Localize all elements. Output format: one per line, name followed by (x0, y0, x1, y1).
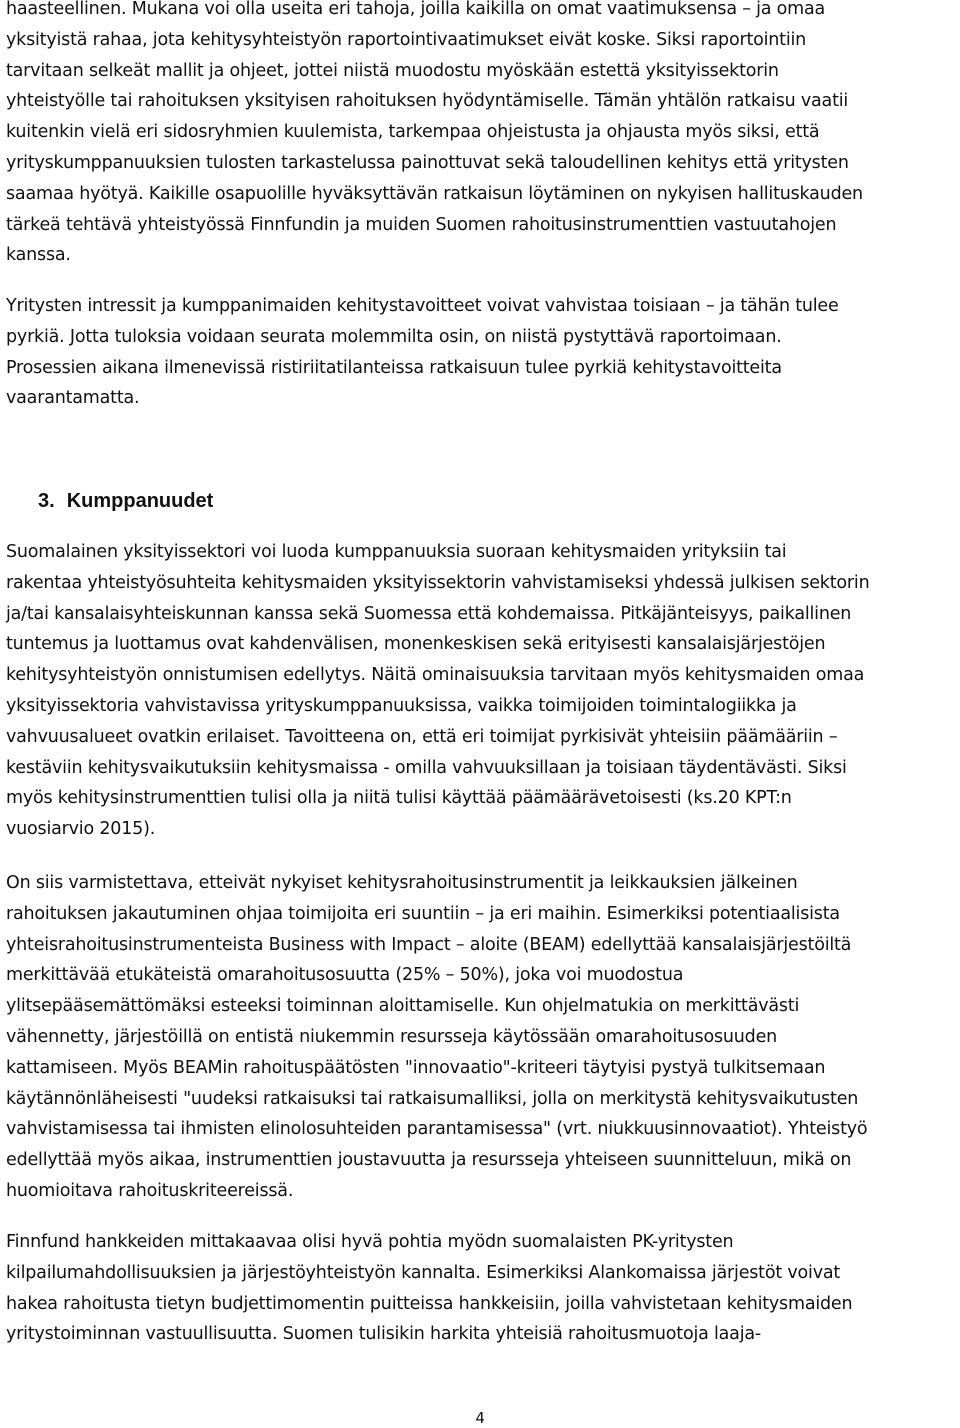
paragraph-funding-instruments: On siis varmistettava, etteivät nykyiset kehitysrahoitusinstrumentit ja leikkauksien jälkeinen rahoituksen jakautuminen ohjaa toimijoita eri suuntiin – ja eri maihin. Esimerkiksi potentiaalisista yhteisrahoitusinstrumenteista Business with Impact – aloite (BEAM) edellyttää kansalaisjärjestöiltä merkittävää etukäteistä omarahoitusosuutta (25% – 50%), joka voi muodostua ylitsepääsemättömäksi esteeksi toiminnan aloittamiselle. Kun ohjelmatukia on merkittävästi vähennetty, järjestöillä on entistä niukemmin resursseja käytössään omarahoitusosuuden kattamiseen. Myös BEAMin rahoituspäätösten "innovaatio"-kriteeri täytyisi pystyä tulkitsemaan käytännönläheisesti "uudeksi ratkaisuksi tai ratkaisumalliksi, jolla on merkitystä kehitysvaikutusten vahvistamisessa tai ihmisten elinolosuhteiden parantamisessa" (vrt. niukkuusinnovaatiot). Yhteistyö edellyttää myös aikaa, instrumenttien joustavuutta ja resursseja yhteiseen suunnitteluun, mikä on huomioitava rahoituskriteereissä. (6, 873, 868, 1201)
section-number: 3. (38, 490, 55, 512)
section-title: Kumppanuudet (66, 490, 214, 512)
page-number: 4 (475, 1409, 485, 1427)
paragraph-company-interests: Yritysten intressit ja kumppanimaiden kehitystavoitteet voivat vahvistaa toisiaan – ja tähän tulee pyrkiä. Jotta tuloksia voidaan seurata molemmilta osin, on niistä pystyttävä raportoimaan. Prosessien aikana ilmenevissä ristiriitatilanteissa ratkaisuun tulee pyrkiä kehitystavoitteita vaarantamatta. (6, 296, 839, 409)
section-heading (38, 490, 213, 513)
paragraph-private-sector-partnerships: Suomalainen yksityissektori voi luoda kumppanuuksia suoraan kehitysmaiden yrityksiin tai rakentaa yhteistyösuhteita kehitysmaiden yksityissektorin vahvistamiseksi yhdessä julkisen sektorin ja/tai kansalaisyhteiskunnan kanssa sekä Suomessa että kohdemaissa. Pitkäjänteisyys, paikallinen tuntemus ja luottamus ovat kahdenvälisen, monenkeskisen sekä erityisesti kansalaisjärjestöjen kehitysyhteistyön onnistumisen edellytys. Näitä ominaisuuksia tarvitaan myös kehitysmaiden omaa yksityissektoria vahvistavissa yrityskumppanuuksissa, vaikka toimijoiden toimintalogiikka ja vahvuusalueet ovatkin erilaiset. Tavoitteena on, että eri toimijat pyrkisivät yhteisiin päämääriin – kestäviin kehitysvaikutuksiin kehitysmaissa - omilla vahvuuksillaan ja toisiaan täydentävästi. Siksi myös kehitysinstrumenttien tulisi olla ja niitä tulisi käyttää päämäärävetoisesti (ks.20 KPT:n vuosiarvio 2015). (6, 542, 870, 840)
paragraph-reporting-models: haasteellinen. Mukana voi olla useita eri tahoja, joilla kaikilla on omat vaatimuksensa – ja omaa yksityistä rahaa, jota kehitysyhteistyön raportointivaatimukset eivät koske. Siksi raportointiin tarvitaan selkeät mallit ja ohjeet, jottei niistä muodostu myöskään estettä yksityissektorin yhteistyölle tai rahoituksen yksityisen rahoituksen hyödyntämiselle. Tämän yhtälön ratkaisu vaatii kuitenkin vielä eri sidosryhmien kuulemista, tarkempaa ohjeistusta ja ohjausta myös siksi, että yrityskumppanuuksien tulosten tarkastelussa painottuvat sekä taloudellinen kehitys että yritysten saamaa hyötyä. Kaikille osapuolille hyväksyttävän ratkaisun löytäminen on nykyisen hallituskauden tärkeä tehtävä yhteistyössä Finnfundin ja muiden Suomen rahoitusinstrumenttien vastuutahojen kanssa. (6, 0, 863, 266)
paragraph-finnfund-scale: Finnfund hankkeiden mittakaavaa olisi hyvä pohtia myödn suomalaisten PK-yritysten kilpailumahdollisuuksien ja järjestöyhteistyön kannalta. Esimerkiksi Alankomaissa järjestöt voivat hakea rahoitusta tietyn budjettimomentin puitteissa hankkeisiin, joilla vahvistetaan kehitysmaiden yritystoiminnan vastuullisuutta. Suomen tulisikin harkita yhteisiä rahoitusmuotoja laaja- (6, 1232, 853, 1345)
